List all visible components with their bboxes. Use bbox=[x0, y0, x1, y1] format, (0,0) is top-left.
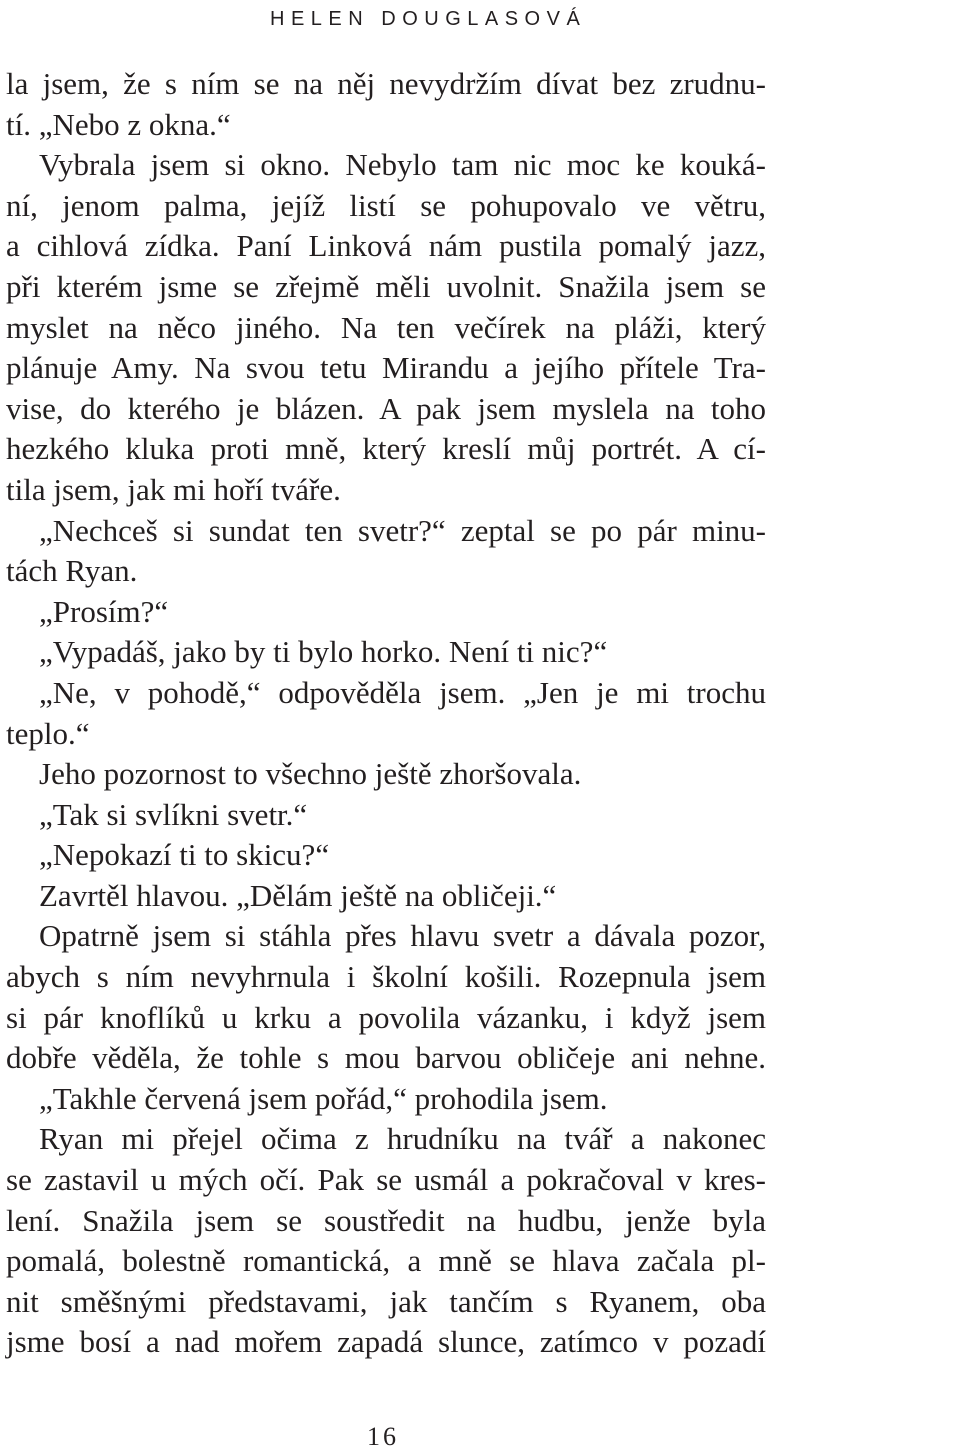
text-line: tila jsem, jak mi hoří tváře. bbox=[6, 471, 341, 507]
text-line: teplo.“ bbox=[6, 715, 90, 751]
text-line: „Vypadáš, jako by ti bylo horko. Není ti nic?“ bbox=[39, 634, 608, 670]
text-line: plánuje Amy. Na svou tetu Mirandu a jejího přítele Tra- bbox=[6, 350, 766, 386]
text-line: la jsem, že s ním se na něj nevydržím dívat bez zrudnu- bbox=[6, 66, 766, 101]
running-header: HELEN DOUGLASOVÁ bbox=[270, 8, 587, 30]
text-line: tách Ryan. bbox=[6, 553, 138, 589]
text-line: dobře věděla, že tohle s mou barvou obličeje ani nehne. bbox=[6, 1040, 766, 1076]
text-line: a cihlová zídka. Paní Linková nám pustila pomalý jazz, bbox=[6, 228, 766, 264]
text-line: tí. „Nebo z okna.“ bbox=[6, 106, 231, 142]
page-number: 16 bbox=[367, 1422, 399, 1451]
text-line: „Tak si svlíkni svetr.“ bbox=[39, 796, 308, 832]
text-line: Vybrala jsem si okno. Nebylo tam nic moc ke kouká- bbox=[39, 147, 766, 183]
text-line: „Prosím?“ bbox=[39, 593, 169, 629]
text-line: „Nechceš si sundat ten svetr?“ zeptal se po pár minu- bbox=[39, 512, 766, 548]
text-line: Opatrně jsem si stáhla přes hlavu svetr a dávala pozor, bbox=[39, 918, 766, 954]
text-line: myslet na něco jiného. Na ten večírek na pláži, který bbox=[6, 309, 766, 345]
text-line: ní, jenom palma, jejíž listí se pohupovalo ve větru, bbox=[6, 187, 766, 223]
text-line: Zavrtěl hlavou. „Dělám ještě na obličeji.“ bbox=[39, 877, 557, 913]
text-line: při kterém jsme se zřejmě měli uvolnit. Snažila jsem se bbox=[6, 268, 766, 304]
text-line: Jeho pozornost to všechno ještě zhoršovala. bbox=[39, 756, 582, 792]
text-line: si pár knoflíků u krku a povolila vázanku, i když jsem bbox=[6, 999, 766, 1035]
text-line: hezkého kluka proti mně, který kreslí můj portrét. A cí- bbox=[6, 431, 766, 467]
text-line: nit směšnými představami, jak tančím s Ryanem, oba bbox=[6, 1283, 766, 1319]
text-line: Ryan mi přejel očima z hrudníku na tvář a nakonec bbox=[39, 1121, 766, 1157]
text-line: vise, do kterého je blázen. A pak jsem myslela na toho bbox=[6, 390, 766, 426]
text-line: „Takhle červená jsem pořád,“ prohodila jsem. bbox=[39, 1080, 608, 1116]
text-line: pomalá, bolestně romantická, a mně se hlava začala pl- bbox=[6, 1243, 766, 1279]
text-line: jsme bosí a nad mořem zapadá slunce, zatímco v pozadí bbox=[6, 1324, 766, 1360]
text-line: abych s ním nevyhrnula i školní košili. Rozepnula jsem bbox=[6, 959, 766, 995]
text-line: „Ne, v pohodě,“ odpověděla jsem. „Jen je mi trochu bbox=[39, 674, 766, 710]
text-line: lení. Snažila jsem se soustředit na hudbu, jenže byla bbox=[6, 1202, 766, 1238]
text-line: „Nepokazí ti to skicu?“ bbox=[39, 837, 330, 873]
body-text bbox=[6, 64, 766, 1363]
text-line: se zastavil u mých očí. Pak se usmál a pokračoval v kres- bbox=[6, 1162, 766, 1198]
